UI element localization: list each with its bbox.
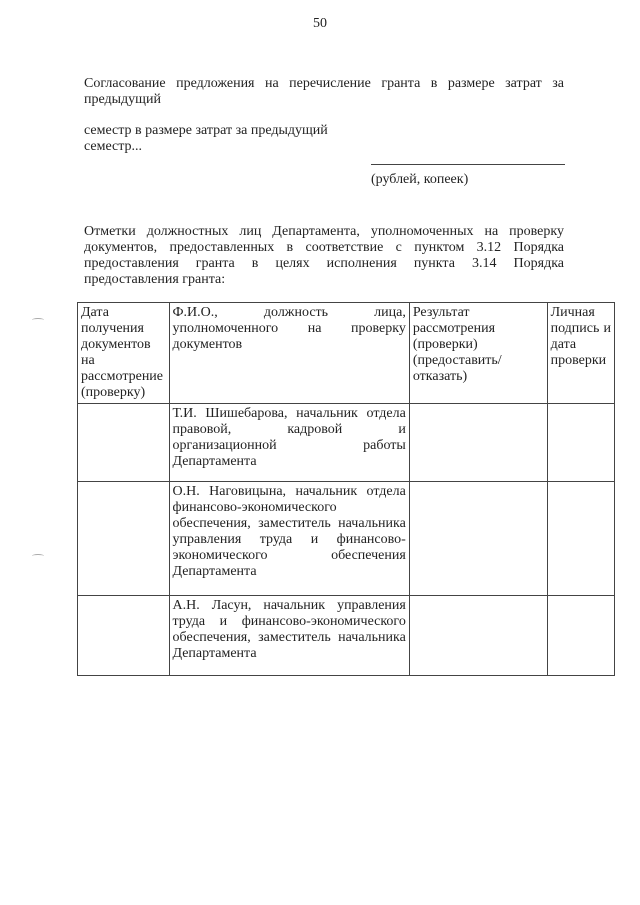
table-row	[78, 404, 615, 482]
official-marks-paragraph: Отметки должностных лиц Департамента, уполномоченных на проверку документов, предоставленных в соответствие с пунктом 3.12 Порядка предоставления гранта в целях исполнения пункта 3.14 Порядка предоставления гранта:	[84, 224, 564, 287]
header-result: Результат рассмотрения (проверки) (предоставить/отказать)	[409, 303, 547, 404]
cell-signature	[547, 404, 614, 482]
verification-table	[77, 302, 615, 676]
header-official: Ф.И.О., должность лица, уполномоченного на проверку документов	[169, 303, 409, 404]
margin-mark	[32, 318, 44, 322]
cell-official: Т.И. Шишебарова, начальник отдела правовой, кадровой и организационной работы Департамента	[169, 404, 409, 482]
cell-signature	[547, 596, 614, 676]
cell-official: А.Н. Ласун, начальник управления труда и финансово-экономического обеспечения, заместитель начальника Департамента	[169, 596, 409, 676]
cell-result	[409, 404, 547, 482]
cell-result	[409, 596, 547, 676]
table-row	[78, 482, 615, 596]
table-row	[78, 596, 615, 676]
header-date: Дата получения документов на рассмотрение (проверку)	[78, 303, 170, 404]
amount-line	[371, 164, 565, 165]
cell-official: О.Н. Наговицына, начальник отдела финансово-экономического обеспечения, заместитель начальника управления труда и финансово-экономического обеспечения Департамента	[169, 482, 409, 596]
margin-mark	[32, 554, 44, 558]
amount-caption: (рублей, копеек)	[371, 172, 469, 187]
approval-paragraph: Согласование предложения на перечисление гранта в размере затрат за предыдущий	[84, 76, 564, 107]
cell-date	[78, 596, 170, 676]
header-signature: Личная подпись и дата проверки	[547, 303, 614, 404]
cell-signature	[547, 482, 614, 596]
page-number: 50	[313, 16, 327, 31]
cell-date	[78, 482, 170, 596]
semester-paragraph: семестр в размере затрат за предыдущий семестр...	[84, 123, 328, 154]
table-header-row	[78, 303, 615, 404]
cell-date	[78, 404, 170, 482]
cell-result	[409, 482, 547, 596]
